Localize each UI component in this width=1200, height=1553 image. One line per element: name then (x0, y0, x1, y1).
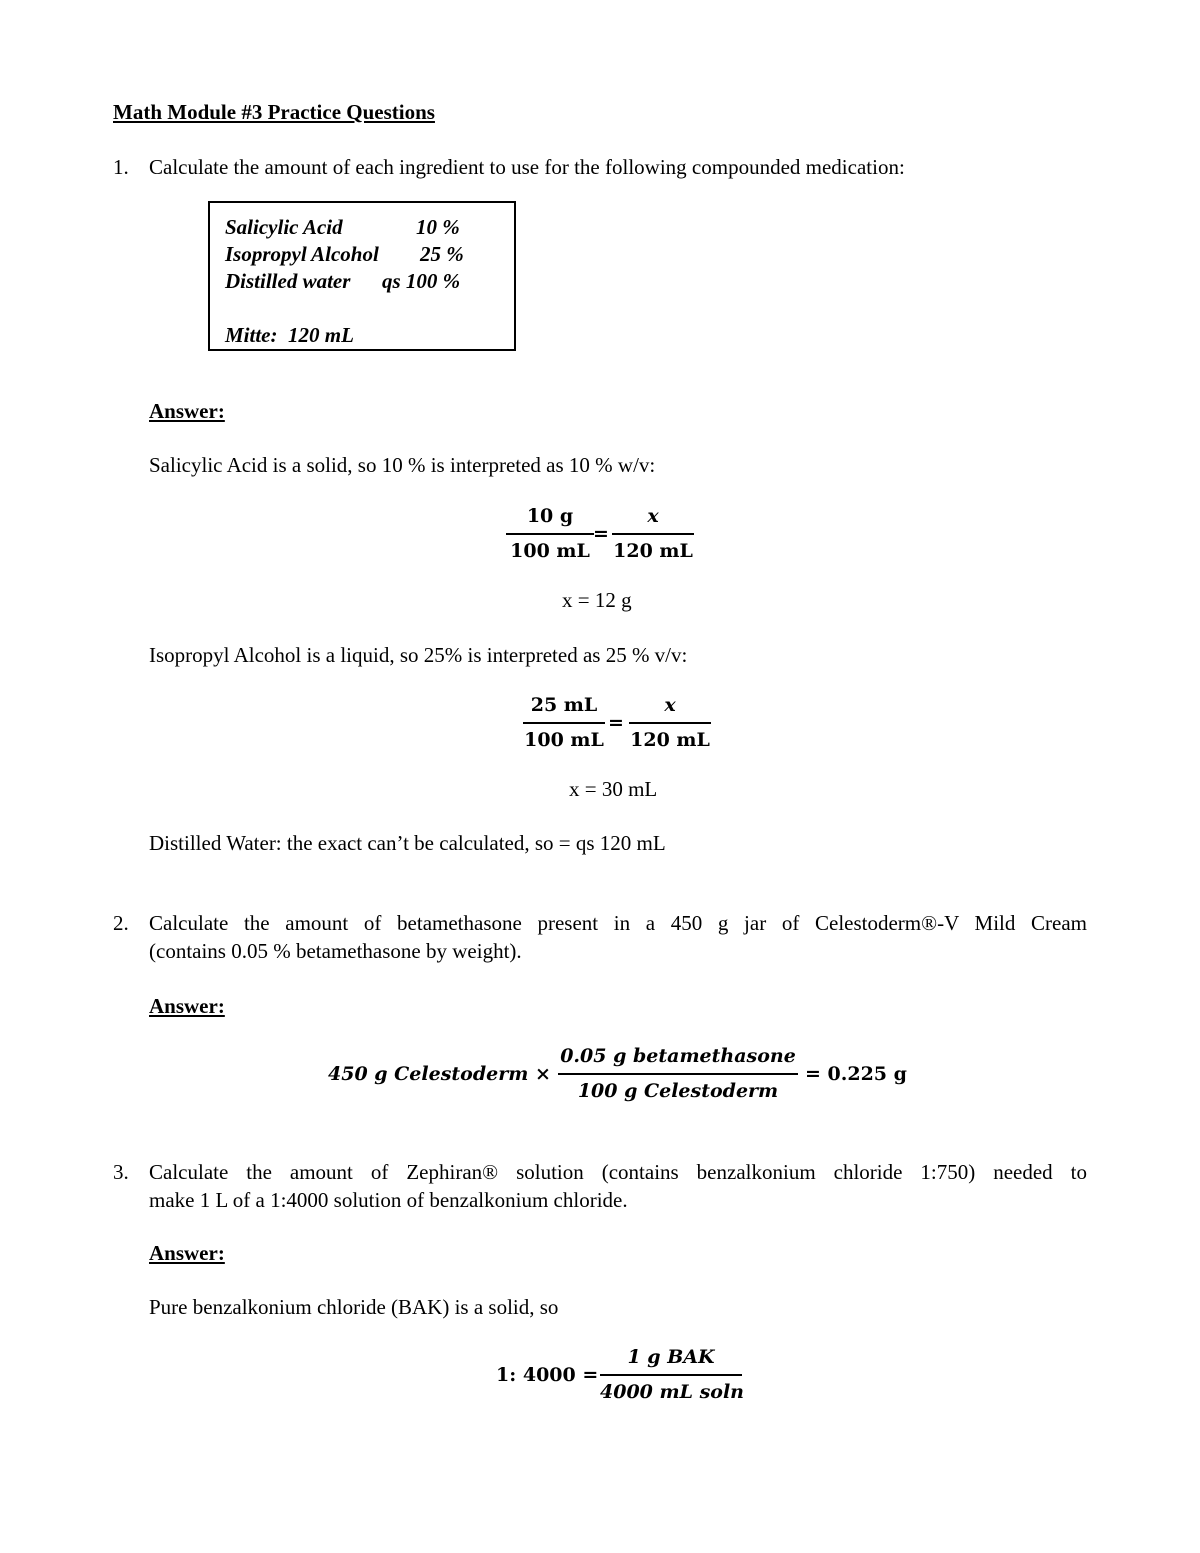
answer-label: Answer: (149, 1241, 225, 1265)
denominator: 4000 mL soln (600, 1381, 744, 1403)
question-text: make 1 L of a 1:4000 solution of benzalkonium chloride. (149, 1188, 628, 1212)
result: x = 12 g (562, 588, 632, 612)
equation-left: 450 g Celestoderm × (328, 1063, 551, 1085)
rx-ingredient-name: Salicylic Acid (225, 215, 343, 239)
question-text: Calculate the amount of Zephiran® solution (contains benzalkonium chloride 1:750) needed to (149, 1160, 1087, 1184)
fraction (629, 696, 711, 750)
answer-label: Answer: (149, 399, 225, 423)
question-text: (contains 0.05 % betamethasone by weight). (149, 939, 522, 963)
question-text: Calculate the amount of each ingredient to use for the following compounded medication: (149, 155, 905, 179)
rx-ingredient-amount: 10 % (416, 215, 460, 239)
answer-text: Pure benzalkonium chloride (BAK) is a solid, so (149, 1295, 559, 1319)
rx-mitte: Mitte: 120 mL (225, 323, 354, 347)
numerator: x (647, 505, 659, 527)
answer-text: Distilled Water: the exact can’t be calculated, so = qs 120 mL (149, 831, 666, 855)
prescription-box (208, 201, 516, 351)
answer-label: Answer: (149, 994, 225, 1018)
rx-ingredient-name: Isopropyl Alcohol (225, 242, 379, 266)
fraction (523, 696, 605, 750)
denominator: 100 g Celestoderm (577, 1080, 779, 1102)
question-number: 3. (113, 1160, 129, 1184)
denominator: 100 mL (510, 540, 590, 562)
equation-right: = 0.225 g (805, 1063, 907, 1085)
result: x = 30 mL (569, 777, 658, 801)
equals-sign: = (593, 523, 609, 545)
denominator: 120 mL (630, 729, 710, 751)
numerator: 10 g (526, 505, 574, 527)
rx-ingredient-amount: 25 % (420, 242, 464, 266)
question-number: 2. (113, 911, 129, 935)
question-text: Calculate the amount of betamethasone present in a 450 g jar of Celestoderm®-V Mild Cream (149, 911, 1087, 935)
fraction (558, 1047, 798, 1101)
rx-ingredient-amount: qs 100 % (382, 269, 461, 293)
question-number: 1. (113, 155, 129, 179)
rx-ingredient-name: Distilled water (225, 269, 351, 293)
page-title: Math Module #3 Practice Questions (113, 100, 435, 124)
denominator: 120 mL (613, 540, 693, 562)
answer-text: Salicylic Acid is a solid, so 10 % is interpreted as 10 % w/v: (149, 453, 656, 477)
answer-text: Isopropyl Alcohol is a liquid, so 25% is interpreted as 25 % v/v: (149, 643, 688, 667)
equation-left: 1: 4000 = (496, 1364, 599, 1386)
denominator: 100 mL (524, 729, 604, 751)
numerator: 0.05 g betamethasone (560, 1045, 796, 1067)
numerator: x (664, 694, 676, 716)
fraction (506, 507, 594, 561)
numerator: 1 g BAK (627, 1346, 715, 1368)
equals-sign: = (608, 712, 624, 734)
fraction (612, 507, 694, 561)
numerator: 25 mL (530, 694, 598, 716)
fraction (600, 1348, 742, 1402)
